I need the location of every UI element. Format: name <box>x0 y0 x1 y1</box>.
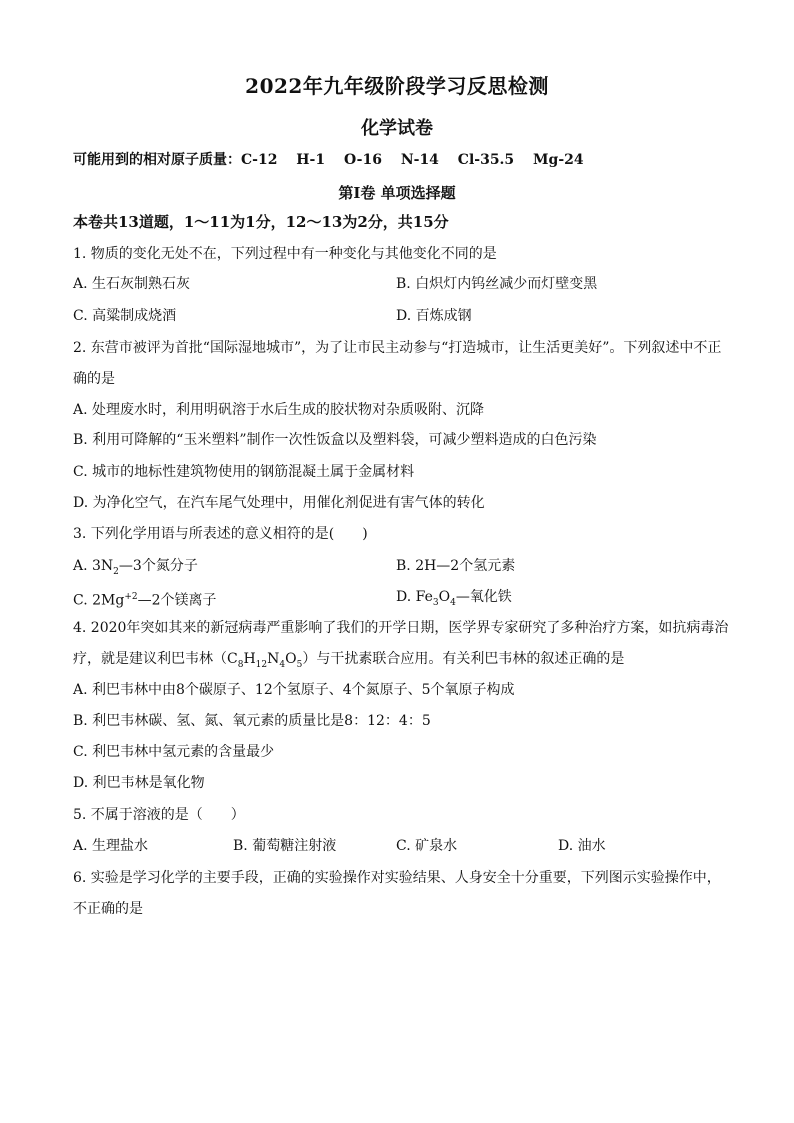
q4-stem-pre: 疗，就是建议利巴韦林（C <box>73 651 238 667</box>
q4-stem-post: ）与干扰素联合应用。有关利巴韦林的叙述正确的是 <box>302 651 625 667</box>
q3-a-subscript: 2 <box>113 566 119 577</box>
q2-option-b: B. 利用可降解的“玉米塑料”制作一次性饭盒以及塑料袋，可减少塑料造成的白色污染 <box>73 432 597 448</box>
q5-option-c: C. 矿泉水 <box>396 838 458 854</box>
q3-option-b: B. 2H—2个氢元素 <box>396 558 516 574</box>
q3-c-superscript: +2 <box>124 592 138 602</box>
exam-title: 2022年九年级阶段学习反思检测 <box>245 74 549 98</box>
q5-option-b: B. 葡萄糖注射液 <box>233 838 337 854</box>
q4-formula-h: H <box>243 651 256 667</box>
q1-stem: 1. 物质的变化无处不在，下列过程中有一种变化与其他变化不同的是 <box>73 246 497 262</box>
q1-option-b: B. 白炽灯内钨丝减少而灯壁变黑 <box>396 276 598 292</box>
q5-option-d: D. 油水 <box>558 838 606 854</box>
q4-formula-h-count: 12 <box>255 659 268 670</box>
q1-option-d: D. 百炼成钢 <box>396 308 472 324</box>
q2-option-a: A. 处理废水时，利用明矾溶于水后生成的胶状物对杂质吸附、沉降 <box>73 402 485 418</box>
q6-stem-line2: 不正确的是 <box>73 901 143 917</box>
q4-formula-n: N <box>267 651 280 667</box>
q3-d-mid: O <box>438 589 451 605</box>
q4-option-b: B. 利巴韦林碳、氢、氮、氧元素的质量比是8：12：4：5 <box>73 713 431 729</box>
q3-d-subscript-1: 3 <box>432 597 439 608</box>
q3-stem: 3. 下列化学用语与所表述的意义相符的是( ) <box>73 526 368 542</box>
q1-option-c: C. 高粱制成烧酒 <box>73 308 177 324</box>
q3-d-suffix: —氧化铁 <box>455 589 512 605</box>
q3-option-c <box>73 587 217 611</box>
q3-a-prefix: A. 3N <box>73 558 114 574</box>
q4-stem-line2 <box>73 649 624 675</box>
q2-stem-line1: 2. 东营市被评为首批“国际湿地城市”，为了让市民主动参与“打造城市，让生活更美好”。下列叙述中不正 <box>73 340 722 356</box>
q6-stem-line1: 6. 实验是学习化学的主要手段，正确的实验操作对实验结果、人身安全十分重要，下列图示实验操作中， <box>73 870 721 886</box>
q4-option-a: A. 利巴韦林中由8个碳原子、12个氢原子、4个氮原子、5个氧原子构成 <box>73 682 515 698</box>
q3-d-subscript-2: 4 <box>450 597 456 608</box>
atomic-masses: 可能用到的相对原子质量：C-12 H-1 O-16 N-14 Cl-35.5 Mg-24 <box>73 152 584 168</box>
q1-option-a: A. 生石灰制熟石灰 <box>73 276 191 292</box>
q4-formula-n-count: 4 <box>279 659 286 670</box>
q4-formula-c-count: 8 <box>237 659 244 670</box>
q4-stem-line1: 4. 2020年突如其来的新冠病毒严重影响了我们的开学日期，医学界专家研究了多种治疗方案，如抗病毒治 <box>73 620 729 636</box>
q3-c-suffix: —2个镁离子 <box>137 592 217 609</box>
q5-option-a: A. 生理盐水 <box>73 838 149 854</box>
section-instructions: 本卷共13道题，1～11为1分，12～13为2分，共15分 <box>73 213 449 231</box>
q3-d-prefix: D. Fe <box>396 589 433 605</box>
section-title: 第Ⅰ卷 单项选择题 <box>338 184 456 202</box>
q5-stem: 5. 不属于溶液的是（ ） <box>73 807 245 823</box>
exam-subtitle: 化学试卷 <box>361 118 433 139</box>
q2-stem-line2: 确的是 <box>73 371 115 387</box>
q2-option-d: D. 为净化空气，在汽车尾气处理中，用催化剂促进有害气体的转化 <box>73 495 485 511</box>
q3-option-d <box>396 587 512 613</box>
q4-option-c: C. 利巴韦林中氢元素的含量最少 <box>73 744 275 760</box>
q3-a-suffix: —3个氮分子 <box>118 558 198 574</box>
q4-formula-o-count: 5 <box>296 659 303 670</box>
q4-formula-o: O <box>285 651 297 667</box>
q2-option-c: C. 城市的地标性建筑物使用的钢筋混凝土属于金属材料 <box>73 464 415 480</box>
q3-c-prefix: C. 2Mg <box>73 592 125 609</box>
q4-option-d: D. 利巴韦林是氧化物 <box>73 775 205 791</box>
q3-option-a <box>73 556 198 582</box>
